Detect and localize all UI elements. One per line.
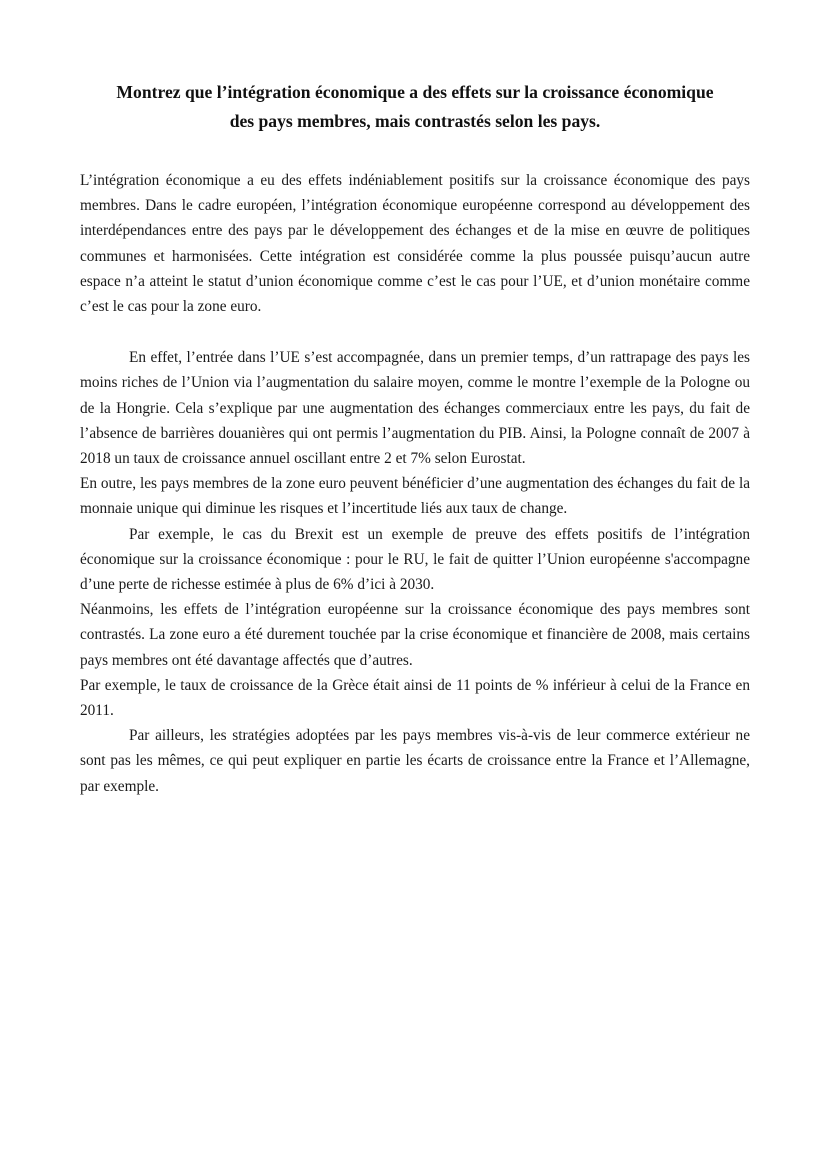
document-page — [80, 78, 750, 799]
paragraph-spacer — [80, 319, 750, 345]
paragraph-zone-euro: En outre, les pays membres de la zone euro peuvent bénéficier d’une augmentation des échanges du fait de la monnaie unique qui diminue les risques et l’incertitude liés aux taux de change. — [80, 475, 750, 518]
paragraph-introduction: L’intégration économique a eu des effets indéniablement positifs sur la croissance économique des pays membres. Dans le cadre européen, l’intégration économique européenne correspond au développement des interdépendances entre des pays par le développement des échanges et de la mise en œuvre de politiques communes et harmonisées. Cette intégration est considérée comme la plus poussée puisqu’aucun autre espace n’a atteint le statut d’union économique comme c’est le cas pour l’UE, et d’union monétaire comme c’est le cas pour la zone euro. — [80, 172, 750, 316]
document-title — [80, 78, 750, 136]
paragraph-brexit: Par exemple, le cas du Brexit est un exemple de preuve des effets positifs de l’intégration économique sur la croissance économique : pour le RU, le fait de quitter l’Union européenne s'accompagne d’une perte de richesse estimée à plus de 6% d’ici à 2030. — [80, 525, 750, 594]
title-line-2: des pays membres, mais contrastés selon les pays. — [229, 111, 601, 131]
title-line-1: Montrez que l’intégration économique a des effets sur la croissance économique — [116, 82, 714, 102]
paragraph-rattrapage: En effet, l’entrée dans l’UE s’est accompagnée, dans un premier temps, d’un rattrapage des pays les moins riches de l’Union via l’augmentation du salaire moyen, comme le montre l’exemple de la Pologne ou de la Hongrie. Cela s’explique par une augmentation des échanges commerciaux entre les pays, du fait de l’absence de barrières douanières qui ont permis l’augmentation du PIB. Ainsi, la Pologne connaît de 2007 à 2018 un taux de croissance annuel oscillant entre 2 et 7% selon Eurostat. — [80, 349, 750, 468]
paragraph-grece: Par exemple, le taux de croissance de la Grèce était ainsi de 11 points de % inférieur à celui de la France en 2011. — [80, 676, 750, 720]
paragraph-neanmoins: Néanmoins, les effets de l’intégration européenne sur la croissance économique des pays membres sont contrastés. La zone euro a été durement touchée par la crise économique et financière de 2008, mais certains pays membres ont été davantage affectés que d’autres. — [80, 601, 750, 669]
paragraph-strategies: Par ailleurs, les stratégies adoptées par les pays membres vis-à-vis de leur commerce extérieur ne sont pas les mêmes, ce qui peut expliquer en partie les écarts de croissance entre la France et l’Allemagne, par exemple. — [80, 727, 750, 795]
